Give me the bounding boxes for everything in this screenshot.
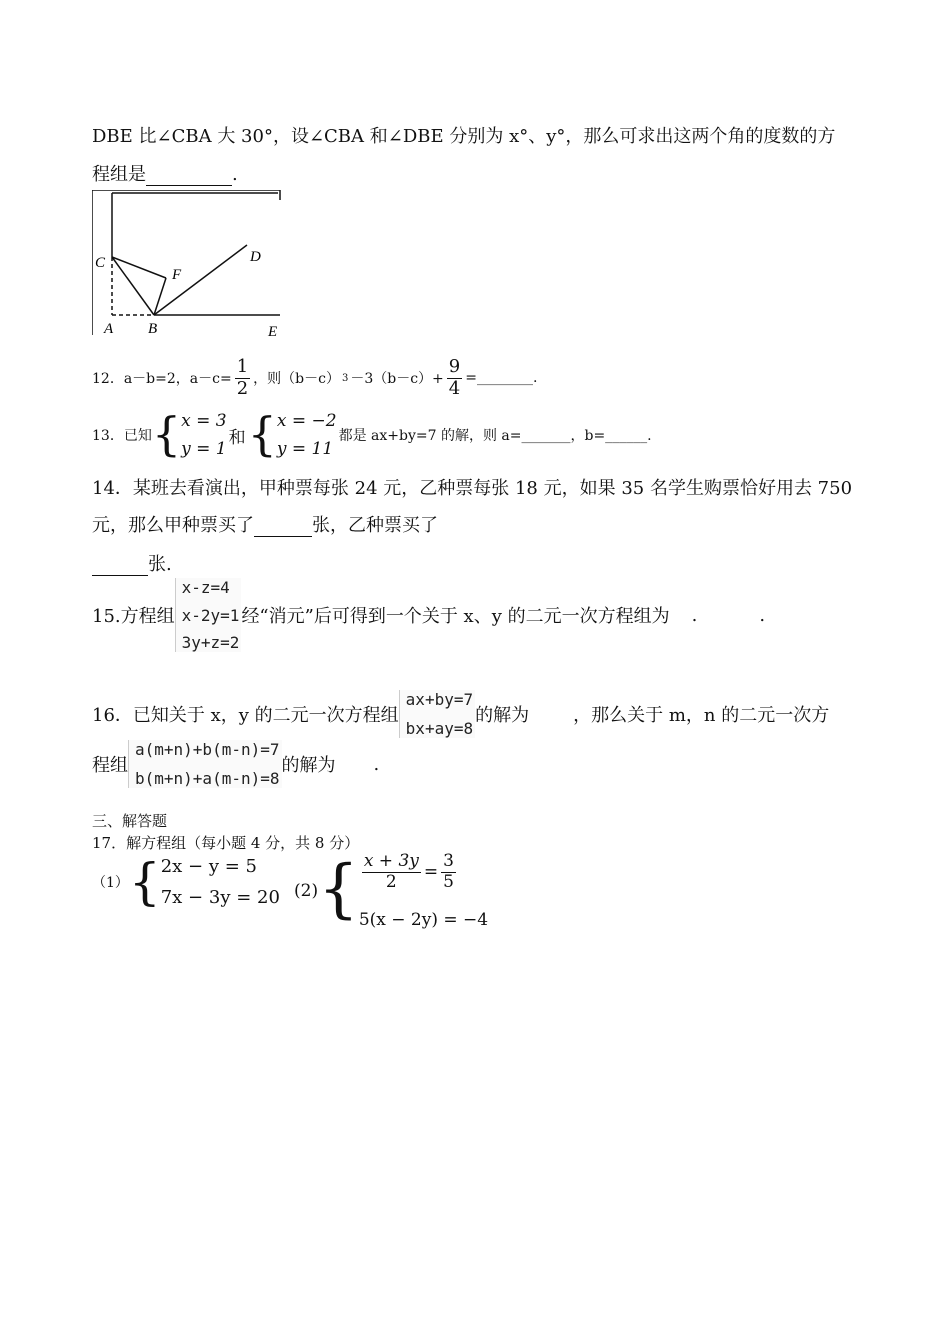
q15-dot2: . [759,604,766,626]
q16-line2-suffix: 的解为 [281,755,336,776]
answer-blank [92,557,148,576]
q15-dot1: . [691,604,698,626]
label-c: C [95,255,106,271]
q16-system-image-2 [128,740,282,788]
q17-p2-rnum: 3 [443,851,454,871]
q12-frac-num: 1 [236,356,249,377]
q16-row2: bx+ay=8 [405,719,474,738]
q16-row1: ax+by=7 [405,690,474,709]
q12-fraction-half [235,357,250,399]
q12-text-a: 12．a－b=2，a－c= [92,371,232,388]
q14-line3 [92,550,172,576]
q17-p2-row1 [359,852,488,892]
q17-p1-system [128,853,280,911]
brace-glyph: { [318,852,359,926]
q16-row3: a(m+n)+b(m-n)=7 [135,740,280,759]
label-b: B [148,321,158,337]
q17-p2-eq: = [423,862,439,883]
q13-sys1-row1: x = 3 [181,411,227,431]
q17-p2-row2: 5(x − 2y) = −4 [358,910,489,930]
answer-blank [254,518,312,537]
q15-equation-image [175,578,242,652]
q17-p2-system [318,852,488,930]
q12 [92,357,537,399]
q16-line1 [92,690,829,738]
q17-title: 17．解方程组（每小题 4 分，共 8 分） [92,834,360,852]
q17-p2-frac-left [362,852,421,892]
label-f: F [172,267,182,283]
q16-row4: b(m+n)+a(m-n)=8 [135,769,280,788]
q17-p2-den: 2 [385,871,397,892]
angle-figure [92,190,282,338]
q17-p2-frac-right [441,852,456,892]
q13 [92,407,652,461]
brace-glyph: { [151,407,182,461]
q17-p2-num: x + 3y [363,851,419,871]
brace-glyph: { [247,407,277,461]
q11-text-line2 [92,160,238,186]
q12-frac-den: 2 [236,377,249,399]
q16-line2-prefix: 程组 [92,755,128,776]
q17-part2 [294,852,488,930]
q14-line1: 14．某班去看演出，甲种票每张 24 元，乙种票每张 18 元，如果 35 名学生购票恰好用去 750 [92,478,853,499]
q17-part1 [92,853,280,911]
label-e: E [268,324,278,338]
q15-prefix: 15.方程组 [92,606,175,627]
q15-suffix: 经“消元”后可得到一个关于 x、y 的二元一次方程组为 [241,606,670,627]
q16-prefix: 16．已知关于 x，y 的二元一次方程组 [92,705,399,726]
q15 [92,578,765,652]
q13-sys2-row2: y = 11 [276,439,334,459]
q16-system-image-1 [399,690,475,738]
q17-p1-label: （1） [92,875,129,891]
label-d: D [250,249,261,265]
q12-frac2-num: 9 [448,356,461,377]
q13-system-1 [151,407,227,461]
q11-text-line2-label: 程组是 [92,164,146,185]
q15-row2: x-2y=1 [181,605,240,625]
q13-suffix: 都是 ax+by=7 的解，则 a=_______，b=______. [338,428,652,444]
q17-p2-rden: 5 [443,871,454,892]
q13-prefix: 13．已知 [92,428,152,444]
q14-line2b: 张，乙种票买了 [312,515,438,536]
brace-glyph: { [128,853,161,911]
q17-p1-row2: 7x − 3y = 20 [160,887,280,908]
section-title: 三、解答题 [92,812,168,830]
q15-row3: 3y+z=2 [181,633,240,652]
q13-system-2 [247,407,337,461]
q13-sys2-row1: x = −2 [276,411,337,431]
q13-sys1-row2: y = 1 [181,439,227,459]
q12-text-c: －3（b－c）+ [350,371,444,388]
q14-line2 [92,511,438,537]
answer-blank [146,167,232,186]
q13-and: 和 [228,427,246,448]
q12-frac2-den: 4 [448,377,461,399]
q12-fraction-nine-quarters [447,357,462,399]
q12-text-b: ，则（b－c） [253,371,340,388]
label-a: A [104,321,114,337]
q12-exponent: 3 [341,372,349,384]
q17-p2-label: (2) [294,881,319,901]
q16-dot: . [373,753,380,775]
q16-tail: ，那么关于 m，n 的二元一次方 [573,705,830,726]
q11-text-line1: DBE 比∠CBA 大 30°，设∠CBA 和∠DBE 分别为 x°、y°，那么可求出这两个角的度数的方 [92,126,836,147]
q14-line3-text: 张. [148,554,172,575]
q14-line2a: 元，那么甲种票买了 [92,515,254,536]
q16-line2 [92,740,379,788]
q17-p1-row1: 2x − y = 5 [160,856,258,877]
q12-text-d: =________. [465,370,538,387]
q16-mid: 的解为 [475,705,530,726]
q15-row1: x-z=4 [181,578,230,597]
q11-period: . [232,164,238,185]
